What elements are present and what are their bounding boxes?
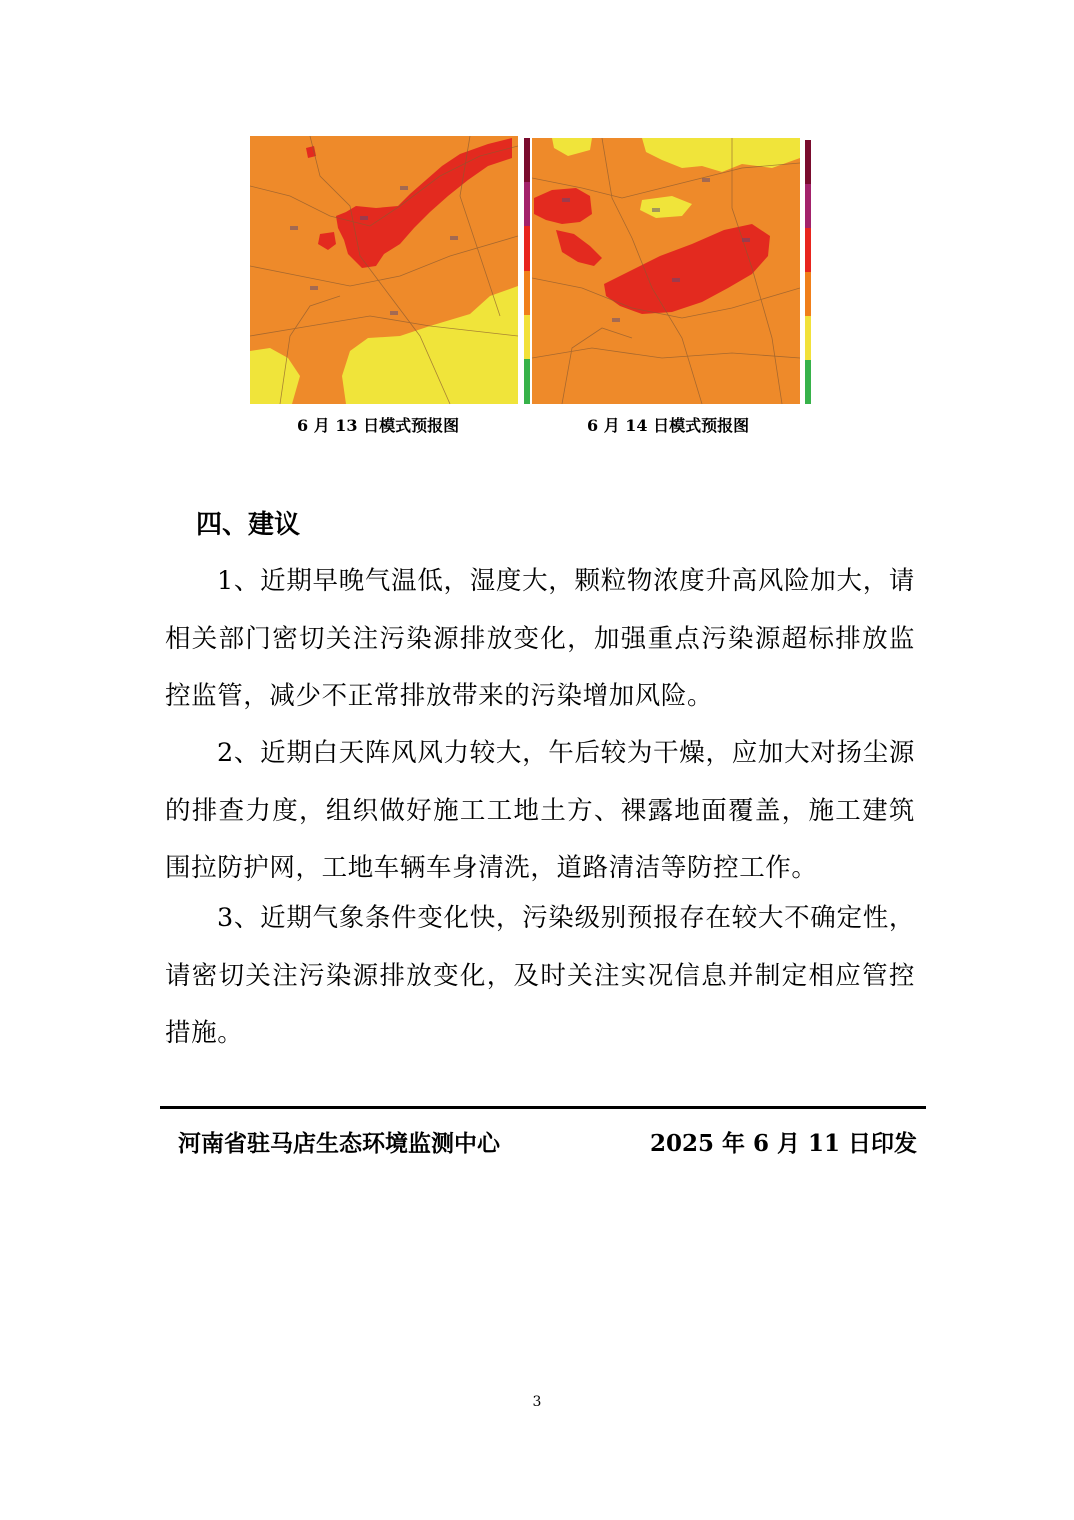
- legend-swatch: [524, 271, 530, 315]
- forecast-map-june13: [250, 136, 518, 404]
- figure-caption-june14: 6 月 14 日模式预报图: [587, 416, 750, 435]
- page-number: 3: [532, 1394, 542, 1410]
- recommendation-paragraph-3: 3、近期气象条件变化快，污染级别预报存在较大不确定性，请密切关注污染源排放变化，及时关注实况信息并制定相应管控措施。: [165, 903, 915, 1048]
- issue-date: 2025 年 6 月 11 日印发: [650, 1130, 918, 1157]
- legend-swatch: [524, 226, 530, 271]
- footer-divider: [160, 1106, 926, 1109]
- legend-colorbar-june14: [805, 140, 811, 404]
- legend-swatch: [805, 184, 811, 228]
- legend-swatch: [805, 272, 811, 316]
- recommendation-paragraph-1: 1、近期早晚气温低，湿度大，颗粒物浓度升高风险加大，请相关部门密切关注污染源排放变化，加强重点污染源超标排放监控监管，减少不正常排放带来的污染增加风险。: [165, 566, 915, 711]
- recommendation-paragraph-2: 2、近期白天阵风风力较大，午后较为干燥，应加大对扬尘源的排查力度，组织做好施工工地土方、裸露地面覆盖，施工建筑围拉防护网，工地车辆车身清洗，道路清洁等防控工作。: [165, 738, 915, 883]
- section-heading: 四、建议: [196, 510, 301, 540]
- legend-swatch: [805, 140, 811, 184]
- legend-swatch: [524, 182, 530, 226]
- legend-swatch: [805, 360, 811, 404]
- issuer-name: 河南省驻马店生态环境监测中心: [178, 1130, 500, 1157]
- legend-colorbar-june13: [524, 138, 530, 404]
- legend-swatch: [524, 138, 530, 182]
- legend-swatch: [805, 228, 811, 272]
- figure-caption-june13: 6 月 13 日模式预报图: [297, 416, 460, 435]
- legend-swatch: [524, 315, 530, 359]
- legend-swatch: [524, 359, 530, 404]
- forecast-map-june14: [532, 138, 800, 404]
- legend-swatch: [805, 316, 811, 360]
